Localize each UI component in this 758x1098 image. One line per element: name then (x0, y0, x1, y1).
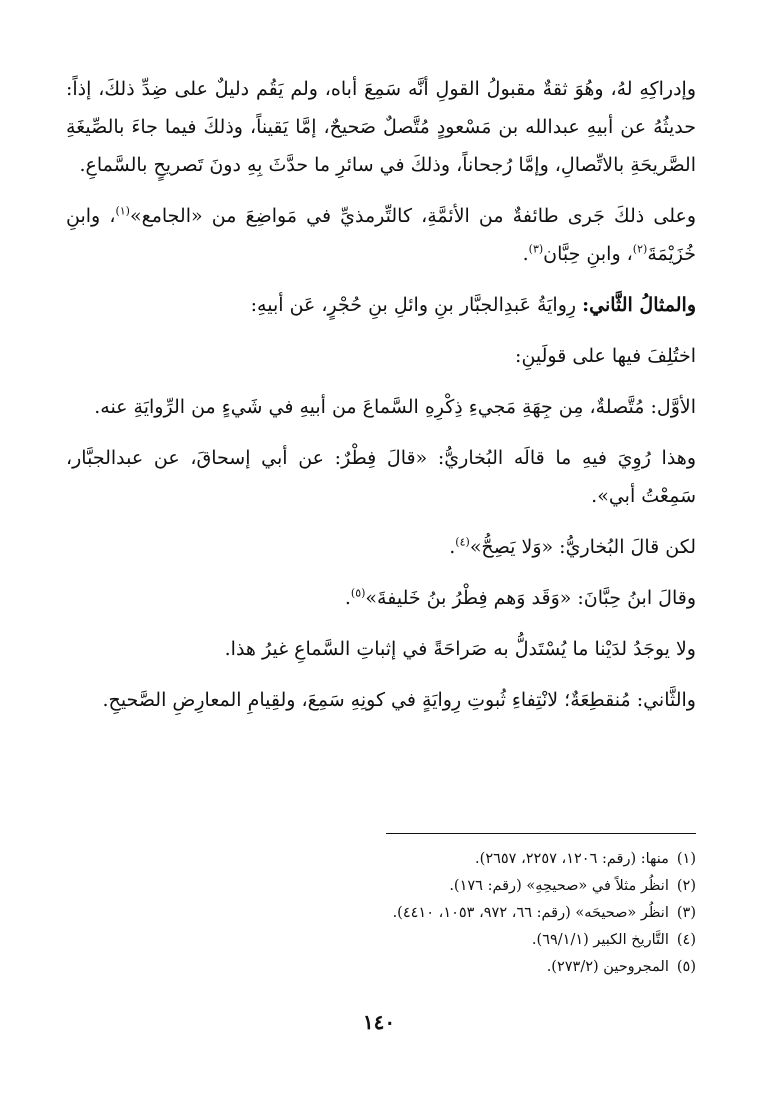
footnote-text: منها: (رقم: ١٢٠٦، ٢٢٥٧، ٢٦٥٧). (475, 851, 669, 867)
paragraph-text: . (522, 243, 529, 265)
footnote-divider (386, 833, 696, 834)
paragraph-text: . (449, 536, 456, 558)
footnote-ref-3[interactable]: (٣) (528, 242, 544, 256)
footnote-number: (٤) (676, 932, 696, 948)
footnote-item (66, 846, 696, 873)
paragraph-3 (66, 286, 696, 324)
paragraph-8 (66, 579, 696, 617)
paragraph-text: لكن قالَ البُخاريُّ: «وَلا يَصِحُّ» (469, 536, 696, 558)
footnotes-list (66, 846, 696, 981)
paragraph-4 (66, 337, 696, 375)
footnote-number: (٣) (676, 905, 696, 921)
paragraph-text: اختُلِفَ فيها على قولَينِ: (515, 345, 696, 367)
footnote-text: انظُر مثلاً في «صحيحِهِ» (رقم: ١٧٦). (449, 878, 669, 894)
footnote-text: انظُر «صحيحَه» (رقم: ٦٦، ٩٧٢، ١٠٥٣، ٤٤١٠). (392, 905, 669, 921)
footnote-number: (٢) (676, 878, 696, 894)
footnote-item (66, 900, 696, 927)
paragraph-text: رِوايَةُ عَبدِالجبَّار بنِ وائلِ بنِ حُجْرٍ، عَن أبيهِ: (250, 294, 583, 316)
paragraph-2 (66, 197, 696, 273)
footnote-item (66, 873, 696, 900)
paragraph-text: وإدراكِهِ لهُ، وهُوَ ثقةٌ مقبولُ القولِ أنَّه سَمِعَ أباه، ولم يَقُم دليلٌ على ضِدِّ ذلكَ، إذاً: حديثُهُ عن أبيهِ عبدالله بن مَسْعودٍ مُتَّصلٌ صَحيحٌ، إمَّا يَقيناً، وذلكَ فيما جاءَ بالصِّيغَةِ الصَّريحَةِ بالاتِّصالِ، وإمَّا رُجحاناً، وذلكَ في سائرِ ما حدَّثَ بِهِ دونَ تَصريحٍ بالسَّماعِ. (66, 78, 696, 176)
paragraph-7 (66, 528, 696, 566)
paragraph-10 (66, 681, 696, 719)
section-heading: والمثالُ الثَّاني: (582, 294, 696, 316)
paragraph-text: وعلى ذلكَ جَرى طائفةٌ من الأئمَّةِ، كالتِّرمذيِّ في مَواضِعَ من «الجامع» (129, 205, 696, 227)
paragraph-text: وقالَ ابنُ حِبَّانَ: «وَقَد وَهم فِطْرُ بنُ خَليفةَ» (365, 587, 696, 609)
paragraph-text: وهذا رُوِيَ فيهِ ما قالَه البُخاريُّ: «قالَ فِطْرٌ: عن أبي إسحاقَ، عن عبدالجبَّار، سَمِعْتُ أبي». (66, 447, 696, 507)
footnote-ref-4[interactable]: (٤) (455, 535, 470, 549)
paragraph-text: ، وابنِ خُزَيْمَةَ (66, 205, 696, 265)
main-text (66, 70, 696, 732)
footnote-text: المجروحين (٢٧٣/٢). (546, 959, 669, 975)
paragraph-text: الأوَّل: مُتَّصلةٌ، مِن جِهَةِ مَجيءِ ذِكْرِهِ السَّماعَ من أبيهِ في شَيءٍ من الرِّوايَةِ عنه. (94, 396, 696, 418)
footnote-item (66, 927, 696, 954)
footnote-text: التَّاريخ الكبير (٦٩/١/١). (531, 932, 669, 948)
footnote-ref-5[interactable]: (٥) (350, 586, 366, 600)
paragraph-text: . (344, 587, 351, 609)
paragraph-6 (66, 439, 696, 515)
paragraph-5 (66, 388, 696, 426)
footnote-number: (١) (676, 851, 696, 867)
paragraph-9 (66, 630, 696, 668)
footnote-ref-1[interactable]: (١) (115, 204, 130, 218)
paragraph-text: والثَّاني: مُنقطِعَةٌ؛ لانْتِفاءِ ثُبوتِ رِوايَةٍ في كونِهِ سَمِعَ، ولقِيامِ المعارِضِ الصَّحيحِ. (102, 689, 696, 711)
paragraph-text: ، وابنِ حِبَّان (543, 243, 633, 265)
paragraph-1 (66, 70, 696, 184)
page-number: ١٤٠ (362, 1010, 396, 1034)
footnote-ref-2[interactable]: (٢) (632, 242, 648, 256)
footnote-item (66, 954, 696, 981)
footnote-number: (٥) (676, 959, 696, 975)
paragraph-text: ولا يوجَدُ لدَيْنا ما يُسْتَدلُّ به صَراحَةً في إثباتِ السَّماعِ غيرُ هذا. (224, 638, 696, 660)
